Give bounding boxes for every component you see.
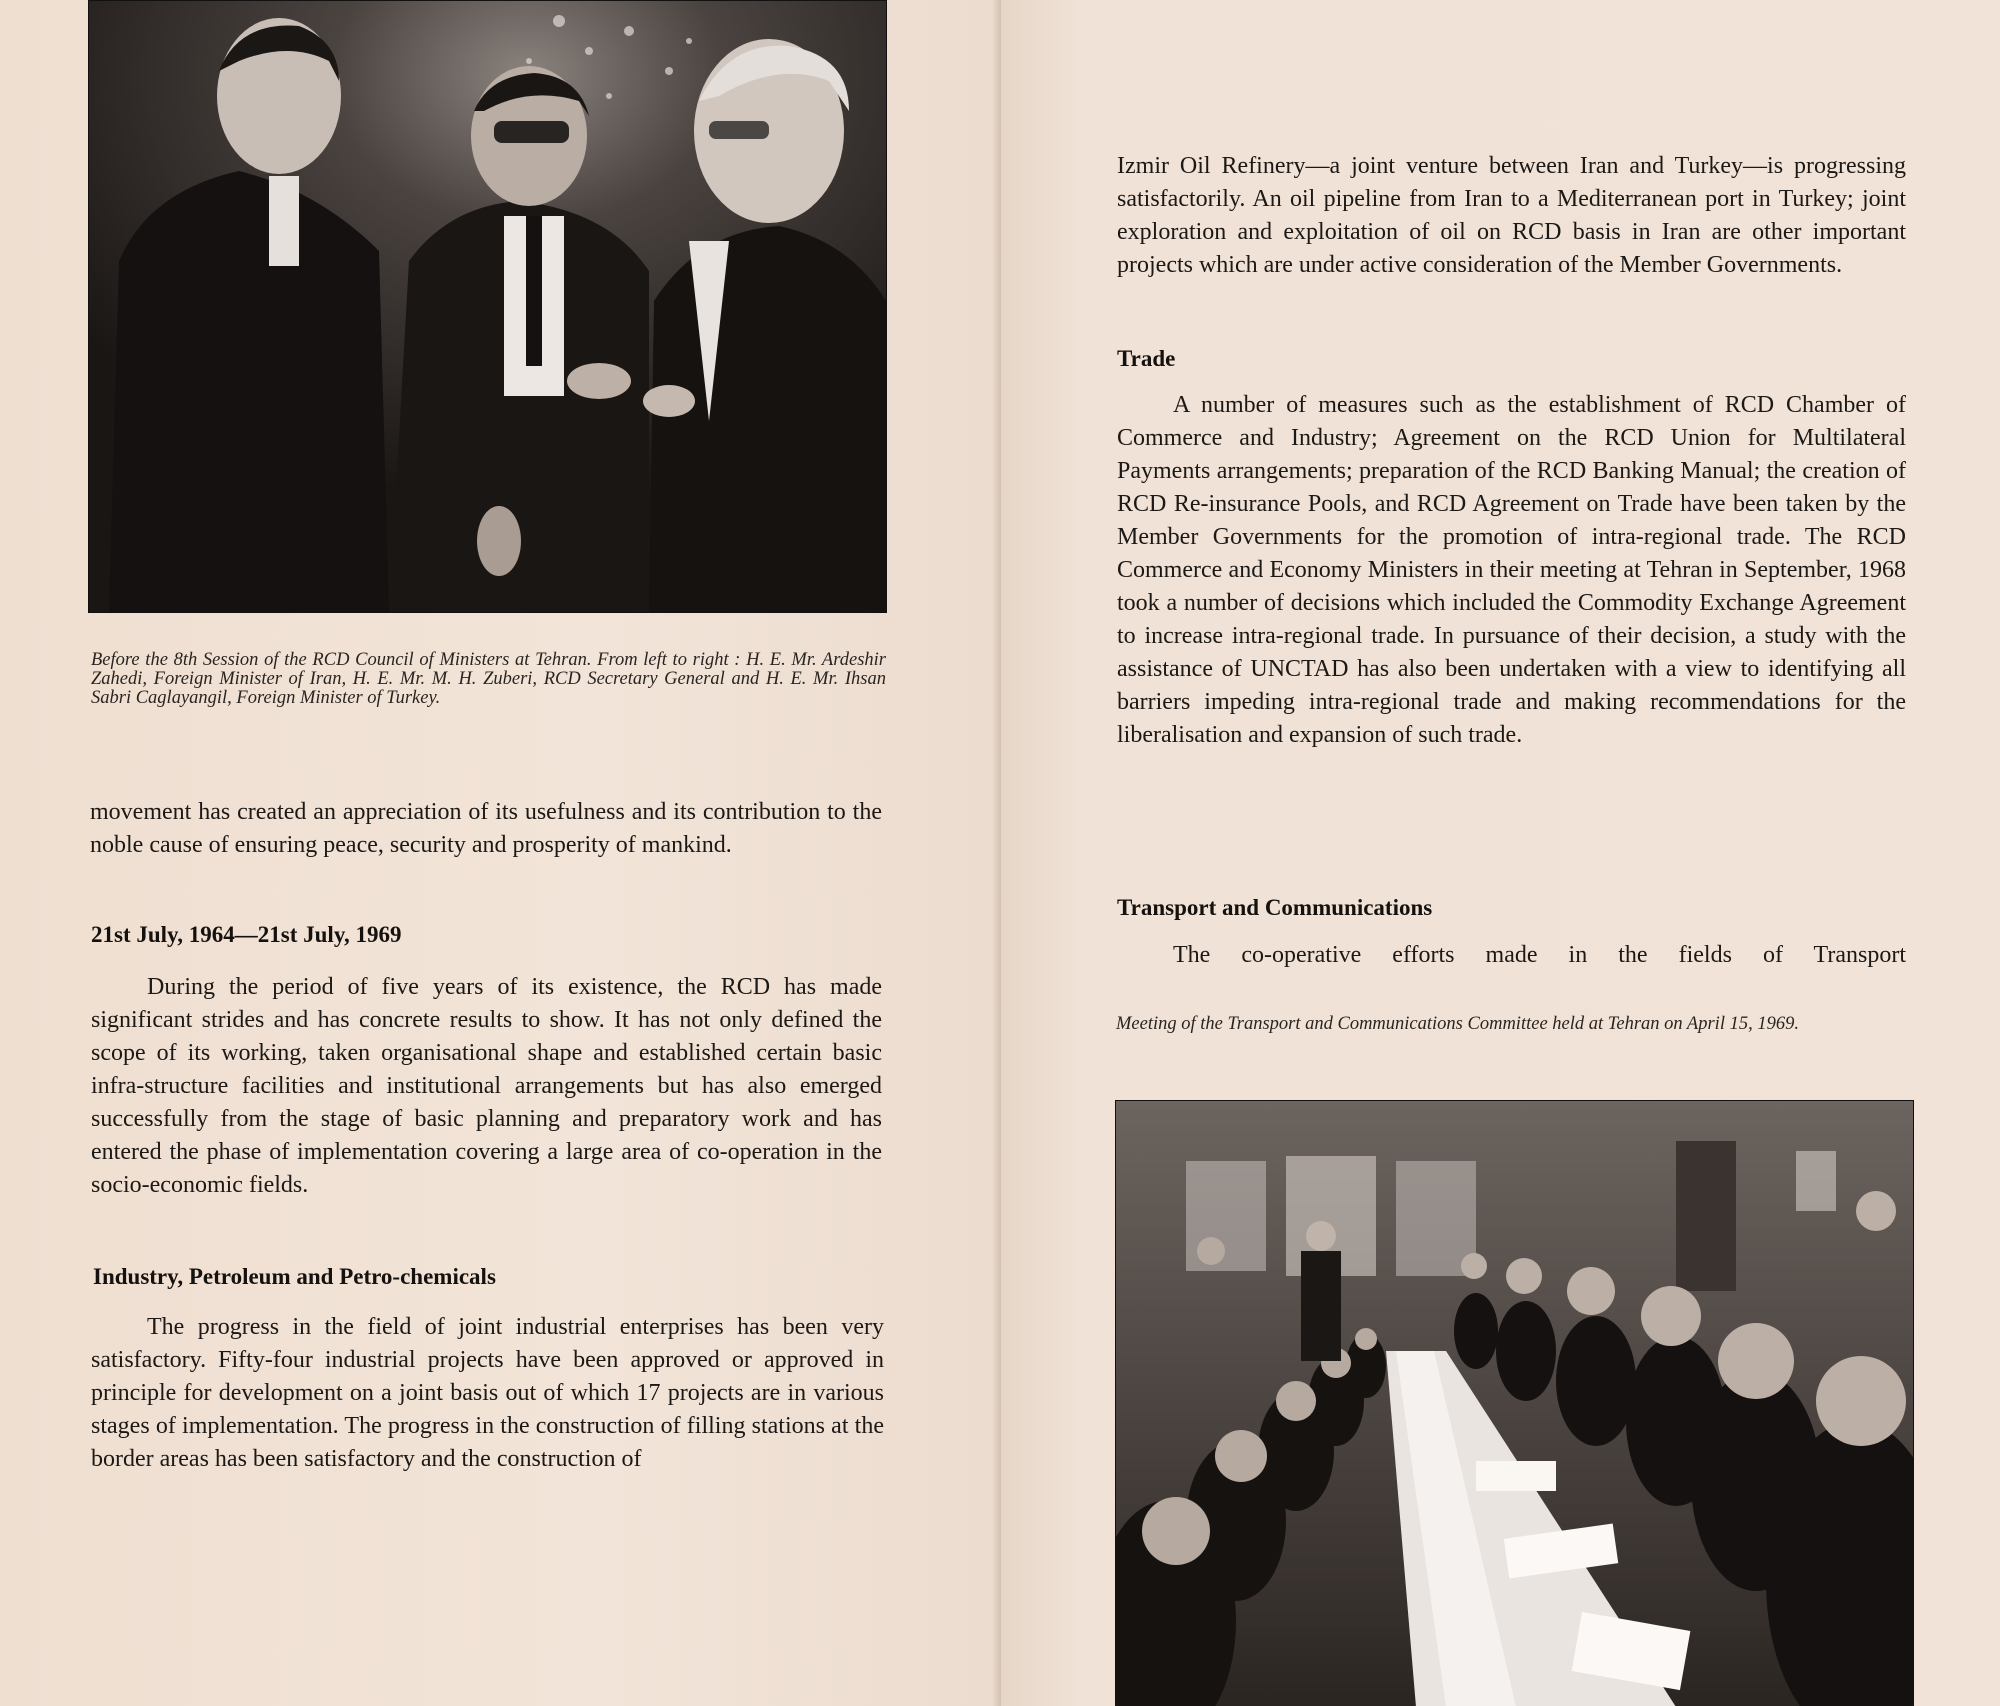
meeting-photo — [1115, 1100, 1914, 1706]
paragraph-anniversary: During the period of five years of its existence, the RCD has made significant strides and has concrete results to show. It has not only defined the scope of its working, taken organisational shape and established certain basic infra-structure facilities and institutional arrangements but has also emerged successfully from the stage of basic planning and preparatory work and has entered the phase of implementation covering a large area of co-operation in the socio-economic fields. — [91, 974, 882, 1198]
section-heading-transport: Transport and Communications — [1117, 895, 1433, 920]
paragraph-trade: A number of measures such as the establishment of RCD Chamber of Commerce and Industry; Agreement on the RCD Union for Multilateral Payments arrangements; preparation of the RCD Banking Manual; the creation of RCD Re-insurance Pools, and RCD Agreement on Trade have been taken by the Member Governments for the promotion of intra-regional trade. The RCD Commerce and Economy Ministers in their meeting at Tehran in September, 1968 took a number of decisions which included the Commodity Exchange Agreement to increase intra-regional trade. In pursuance of their decision, a study with the assistance of UNCTAD has also been undertaken with a view to identifying all barriers impeding intra-regional trade and making recommendations for the liberalisation and expansion of such trade. — [1117, 392, 1906, 748]
paragraph-industry: The progress in the field of joint industrial enterprises has been very satisfactory. Fifty-four industrial projects have been approved or approved in principle for development on a joint basis out of which 17 projects are in various stages of implementation. The progress in the construction of filling stations at the border areas has been satisfactory and the construction of — [91, 1314, 884, 1472]
intro-paragraph: movement has created an appreciation of its usefulness and its contribution to the noble cause of ensuring peace, security and prosperity of mankind. — [90, 799, 882, 858]
section-heading-anniversary: 21st July, 1964—21st July, 1969 — [91, 922, 402, 947]
photo-caption: Before the 8th Session of the RCD Council of Ministers at Tehran. From left to right : H. E. Mr. Ardeshir Zahedi, Foreign Minister of Iran, H. E. Mr. M. H. Zuberi, RCD Secretary General and H. E. Mr. Ihsan Sabri Caglayangil, Foreign Minister of Turkey. — [91, 650, 886, 708]
ministers-photo — [88, 0, 887, 613]
right-intro-paragraph: Izmir Oil Refinery—a joint venture between Iran and Turkey—is progressing satisfactorily. An oil pipeline from Iran to a Mediterranean port in Turkey; joint exploration and exploitation of oil on RCD basis in Iran are other important projects which are under active consideration of the Member Governments. — [1117, 153, 1906, 278]
meeting-photo-caption: Meeting of the Transport and Communications Committee held at Tehran on April 15, 1969. — [1116, 1014, 1799, 1034]
right-page — [1001, 0, 2000, 1706]
section-heading-trade: Trade — [1117, 346, 1176, 371]
paragraph-transport: The co-operative efforts made in the fields of Transport — [1173, 942, 1906, 968]
section-heading-industry: Industry, Petroleum and Petro-chemicals — [93, 1264, 496, 1289]
